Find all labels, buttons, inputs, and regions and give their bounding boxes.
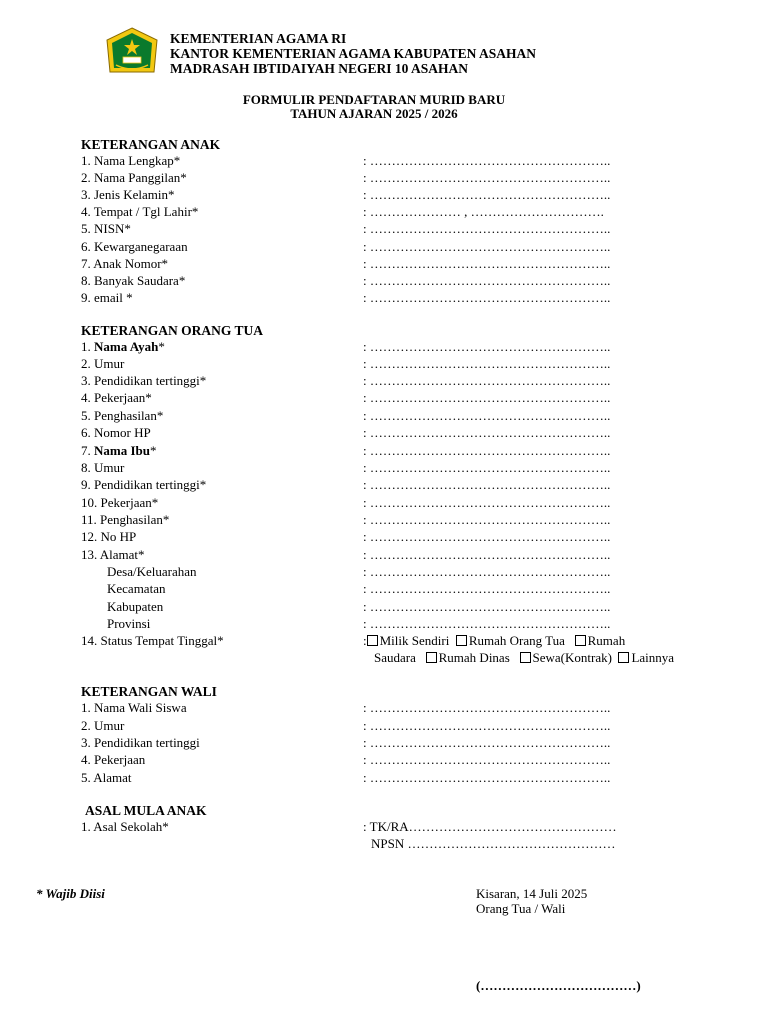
field-input-pekerjaan[interactable]: : ……………………………………………….. xyxy=(363,495,611,510)
header-ministry: KEMENTERIAN AGAMA RI xyxy=(170,31,347,46)
field-label-desa-keluarahan: Desa/Keluarahan xyxy=(107,564,197,579)
form-subtitle: TAHUN AJARAN 2025 / 2026 xyxy=(290,106,458,121)
status-options-line2 xyxy=(374,649,674,666)
field-label-kabupaten: Kabupaten xyxy=(107,599,164,614)
field-input-kabupaten[interactable]: : ……………………………………………….. xyxy=(363,599,611,614)
section-heading-anak: KETERANGAN ANAK xyxy=(81,137,221,152)
field-label-pekerjaan: 10. Pekerjaan* xyxy=(81,495,159,510)
field-input-penghasilan[interactable]: : ……………………………………………….. xyxy=(363,408,611,423)
field-label-umur: 2. Umur xyxy=(81,356,125,371)
field-label-kewarganegaraan: 6. Kewarganegaraan xyxy=(81,239,188,254)
field-label-alamat: 13. Alamat* xyxy=(81,547,145,562)
field-input-tk-ra[interactable]: : TK/RA………………………………………… xyxy=(363,819,617,834)
field-input-pekerjaan[interactable]: : ……………………………………………….. xyxy=(363,390,611,405)
field-input-alamat[interactable]: : ……………………………………………….. xyxy=(363,547,611,562)
field-label-email: 9. email * xyxy=(81,290,133,305)
field-input-banyak-saudara[interactable]: : ……………………………………………….. xyxy=(363,273,611,288)
field-label-status-tinggal: 14. Status Tempat Tinggal* xyxy=(81,633,224,648)
field-input-pendidikan-tertinggi[interactable]: : ……………………………………………….. xyxy=(363,735,611,750)
status-options-line1: : Milik Sendiri Rumah Orang Tua Rumah xyxy=(363,633,626,648)
header-office: KANTOR KEMENTERIAN AGAMA KABUPATEN ASAHAN xyxy=(170,46,537,61)
option-label: Rumah xyxy=(587,633,626,648)
field-label-nama-wali-siswa: 1. Nama Wali Siswa xyxy=(81,700,187,715)
place-date: Kisaran, 14 Juli 2025 xyxy=(476,886,588,901)
field-input-pendidikan-tertinggi[interactable]: : ……………………………………………….. xyxy=(363,373,611,388)
field-label-pekerjaan: 4. Pekerjaan xyxy=(81,752,146,767)
field-input-umur[interactable]: : ……………………………………………….. xyxy=(363,356,611,371)
field-label-penghasilan: 5. Penghasilan* xyxy=(81,408,164,423)
checkbox-lainnya[interactable] xyxy=(618,652,629,663)
field-label-umur: 8. Umur xyxy=(81,460,125,475)
signer-role: Orang Tua / Wali xyxy=(476,901,566,916)
checkbox-rumah-orang-tua[interactable] xyxy=(456,635,467,646)
section-heading-asal: ASAL MULA ANAK xyxy=(85,803,207,818)
kemenag-logo xyxy=(104,27,160,77)
checkbox-rumah-dinas[interactable] xyxy=(426,652,437,663)
field-label-anak-nomor: 7. Anak Nomor* xyxy=(81,256,169,271)
option-label: Sewa(Kontrak) xyxy=(532,650,612,665)
field-input-pendidikan-tertinggi[interactable]: : ……………………………………………….. xyxy=(363,477,611,492)
option-label: Saudara xyxy=(374,650,416,665)
field-label-umur: 2. Umur xyxy=(81,718,125,733)
field-label-nomor-hp: 6. Nomor HP xyxy=(81,425,151,440)
field-label-asal-sekolah: 1. Asal Sekolah* xyxy=(81,819,169,834)
field-label-jenis-kelamin: 3. Jenis Kelamin* xyxy=(81,187,175,202)
field-label-tempat-tgl-lahir: 4. Tempat / Tgl Lahir* xyxy=(81,204,199,219)
field-input-nama-ayah[interactable]: : ……………………………………………….. xyxy=(363,339,611,354)
field-input-nisn[interactable]: : ……………………………………………….. xyxy=(363,221,611,236)
field-label-nama-ibu: 7. Nama Ibu* xyxy=(81,443,157,458)
form-title: FORMULIR PENDAFTARAN MURID BARU xyxy=(242,92,506,107)
field-input-nomor-hp[interactable]: : ……………………………………………….. xyxy=(363,425,611,440)
field-label-penghasilan: 11. Penghasilan* xyxy=(81,512,170,527)
field-label-pekerjaan: 4. Pekerjaan* xyxy=(81,390,152,405)
field-input-npsn[interactable]: NPSN ………………………………………… xyxy=(371,836,616,851)
field-input-kecamatan[interactable]: : ……………………………………………….. xyxy=(363,581,611,596)
option-label: Milik Sendiri xyxy=(379,633,450,648)
field-input-anak-nomor[interactable]: : ……………………………………………….. xyxy=(363,256,611,271)
section-heading-ortu: KETERANGAN ORANG TUA xyxy=(81,323,264,338)
field-label-pendidikan-tertinggi: 9. Pendidikan tertinggi* xyxy=(81,477,207,492)
field-input-no-hp[interactable]: : ……………………………………………….. xyxy=(363,529,611,544)
field-input-umur[interactable]: : ……………………………………………….. xyxy=(363,718,611,733)
field-label-provinsi: Provinsi xyxy=(107,616,151,631)
field-input-nama-lengkap[interactable]: : ……………………………………………….. xyxy=(363,153,611,168)
option-label: Rumah Orang Tua xyxy=(468,633,565,648)
field-label-nama-panggilan: 2. Nama Panggilan* xyxy=(81,170,187,185)
field-label-pendidikan-tertinggi: 3. Pendidikan tertinggi xyxy=(81,735,200,750)
field-label-alamat: 5. Alamat xyxy=(81,770,132,785)
checkbox-milik-sendiri[interactable] xyxy=(367,635,378,646)
signature-line[interactable]: (………………………………) xyxy=(476,978,641,993)
field-label-banyak-saudara: 8. Banyak Saudara* xyxy=(81,273,186,288)
field-label-nama-lengkap: 1. Nama Lengkap* xyxy=(81,153,181,168)
field-input-jenis-kelamin[interactable]: : ……………………………………………….. xyxy=(363,187,611,202)
field-input-nama-ibu[interactable]: : ……………………………………………….. xyxy=(363,443,611,458)
field-input-tempat-tgl-lahir[interactable]: : ………………… , …………………………. xyxy=(363,204,604,219)
required-note: * Wajib Diisi xyxy=(36,886,105,901)
field-input-nama-wali-siswa[interactable]: : ……………………………………………….. xyxy=(363,700,611,715)
checkbox-rumah-saudara[interactable] xyxy=(575,635,586,646)
field-label-nama-ayah: 1. Nama Ayah* xyxy=(81,339,165,354)
field-label-nisn: 5. NISN* xyxy=(81,221,131,236)
field-input-nama-panggilan[interactable]: : ……………………………………………….. xyxy=(363,170,611,185)
field-input-email[interactable]: : ……………………………………………….. xyxy=(363,290,611,305)
option-label: Lainnya xyxy=(631,650,675,665)
section-heading-wali: KETERANGAN WALI xyxy=(81,684,217,699)
field-input-alamat[interactable]: : ……………………………………………….. xyxy=(363,770,611,785)
field-label-no-hp: 12. No HP xyxy=(81,529,137,544)
checkbox-sewa-kontrak[interactable] xyxy=(520,652,531,663)
field-input-umur[interactable]: : ……………………………………………….. xyxy=(363,460,611,475)
field-label-pendidikan-tertinggi: 3. Pendidikan tertinggi* xyxy=(81,373,207,388)
field-label-kecamatan: Kecamatan xyxy=(107,581,166,596)
field-input-pekerjaan[interactable]: : ……………………………………………….. xyxy=(363,752,611,767)
field-input-desa-keluarahan[interactable]: : ……………………………………………….. xyxy=(363,564,611,579)
field-input-penghasilan[interactable]: : ……………………………………………….. xyxy=(363,512,611,527)
field-input-provinsi[interactable]: : ……………………………………………….. xyxy=(363,616,611,631)
field-input-kewarganegaraan[interactable]: : ……………………………………………….. xyxy=(363,239,611,254)
option-label: Rumah Dinas xyxy=(438,650,510,665)
header-school: MADRASAH IBTIDAIYAH NEGERI 10 ASAHAN xyxy=(170,61,469,76)
